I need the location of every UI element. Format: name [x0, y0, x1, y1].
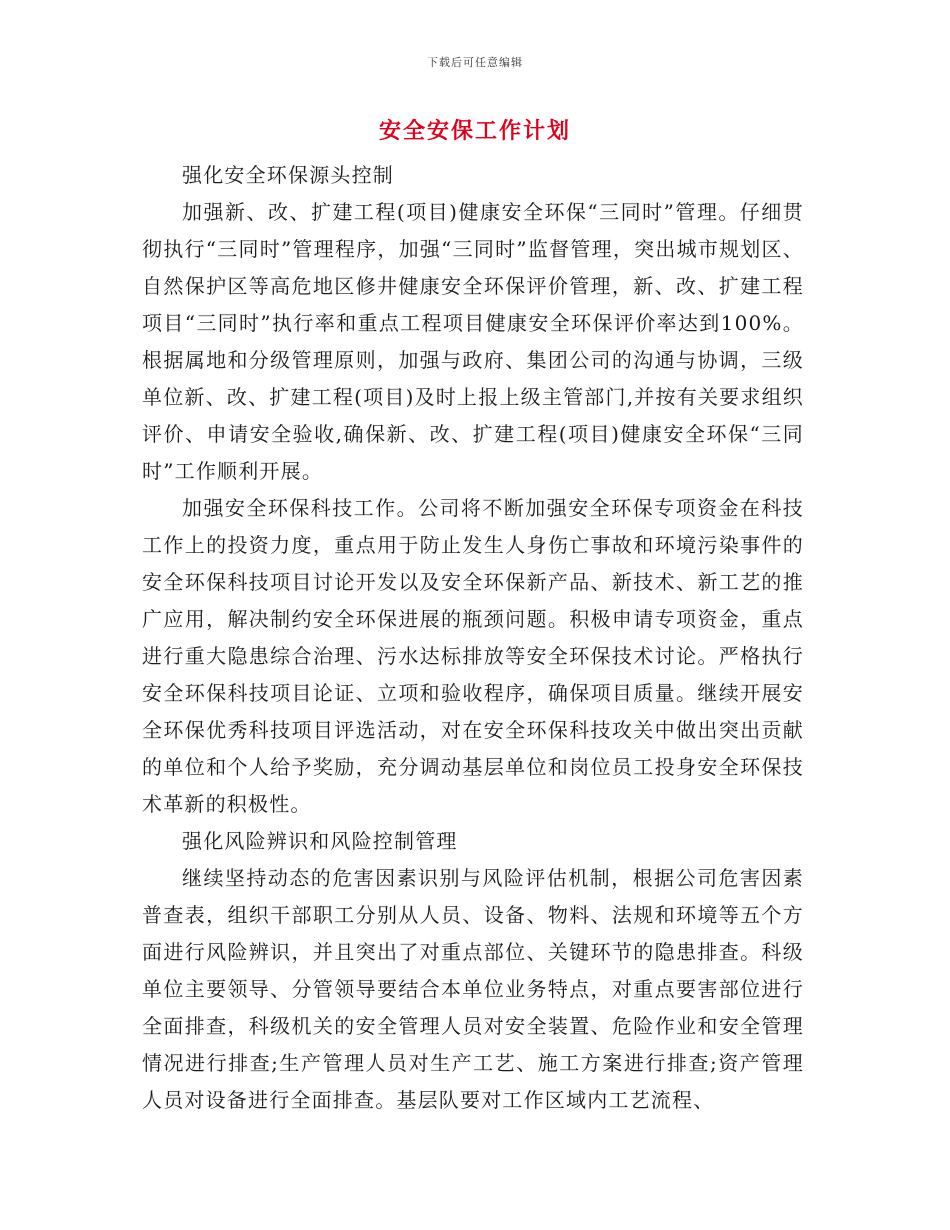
paragraph: 继续坚持动态的危害因素识别与风险评估机制，根据公司危害因素普查表，组织干部职工分别从人员、设备、物料、法规和环境等五个方面进行风险辨识，并且突出了对重点部位、关键环节的隐患排查。科级单位主要领导、分管领导要结合本单位业务特点，对重点要害部位进行全面排查，科级机关的安全管理人员对安全装置、危险作业和安全管理情况进行排查;生产管理人员对生产工艺、施工方案进行排查;资产管理人员对设备进行全面排查。基层队要对工作区域内工艺流程、 [142, 866, 804, 1112]
document-title: 安全安保工作计划 [378, 118, 571, 144]
document-body [142, 157, 804, 1119]
section-heading: 强化安全环保源头控制 [182, 163, 394, 187]
header-note: 下载后可任意编辑 [427, 56, 523, 69]
section-heading: 强化风险辨识和风险控制管理 [182, 829, 458, 853]
paragraph: 加强安全环保科技工作。公司将不断加强安全环保专项资金在科技工作上的投资力度，重点用于防止发生人身伤亡事故和环境污染事件的安全环保科技项目讨论开发以及安全环保新产品、新技术、新工艺的推广应用，解决制约安全环保进展的瓶颈问题。积极申请专项资金，重点进行重大隐患综合治理、污水达标排放等安全环保技术讨论。严格执行安全环保科技项目论证、立项和验收程序，确保项目质量。继续开展安全环保优秀科技项目评选活动，对在安全环保科技攻关中做出突出贡献的单位和个人给予奖励，充分调动基层单位和岗位员工投身安全环保技术革新的积极性。 [142, 496, 804, 816]
paragraph: 加强新、改、扩建工程(项目)健康安全环保“三同时”管理。仔细贯彻执行“三同时”管理程序，加强“三同时”监督管理，突出城市规划区、自然保护区等高危地区修井健康安全环保评价管理，新、改、扩建工程项目“三同时”执行率和重点工程项目健康安全环保评价率达到100%。根据属地和分级管理原则，加强与政府、集团公司的沟通与协调，三级单位新、改、扩建工程(项目)及时上报上级主管部门,并按有关要求组织评价、申请安全验收,确保新、改、扩建工程(项目)健康安全环保“三同时”工作顺利开展。 [142, 200, 804, 483]
